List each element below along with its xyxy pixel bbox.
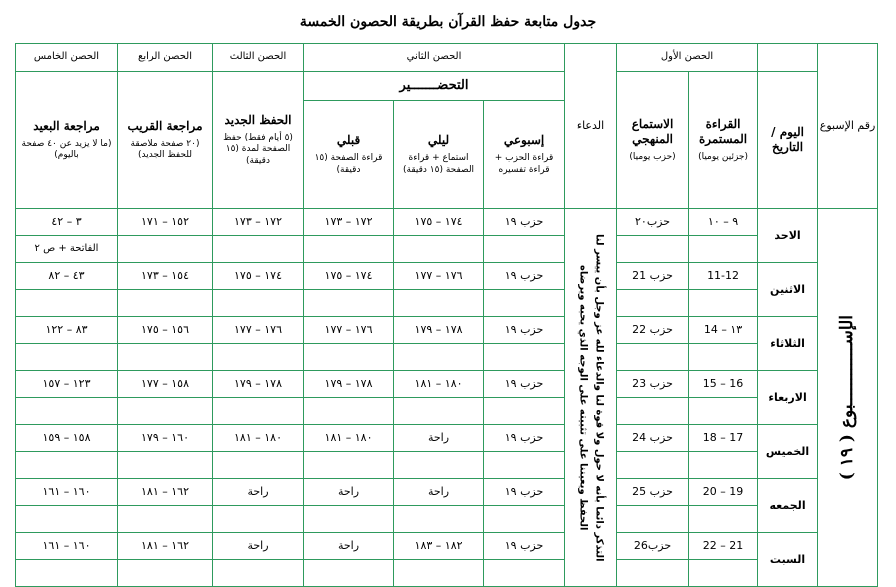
listening-cell: حزب 25: [617, 479, 689, 506]
far-cell: ١٥٨ – ١٥٩: [16, 425, 118, 452]
tribal-header: قبلي قراءة الصفحة (١٥ دقيقة): [304, 101, 394, 209]
tribal-cell: راحة: [304, 533, 394, 560]
blank-cell: [304, 560, 394, 587]
blank-cell: [689, 344, 758, 371]
table-row-extra: [16, 290, 878, 317]
weekly-cell: حزب ١٩: [484, 425, 565, 452]
blank-cell: [617, 506, 689, 533]
blank-cell: [394, 506, 484, 533]
prep-header-row: [16, 72, 878, 101]
blank-cell: [689, 506, 758, 533]
blank-cell: [304, 290, 394, 317]
listening-header: الاستماع المنهجي (حزب يوميا): [617, 72, 689, 209]
near-cell: ١٦٢ – ١٨١: [118, 533, 213, 560]
new-memorization-header: الحفظ الجديد (٥ أيام فقط) حفظ الصفحة لمدة (١٥ دقيقة): [213, 72, 304, 209]
blank-cell: [394, 560, 484, 587]
page-title: جدول متابعة حفظ القرآن بطريقة الحصون الخمسة: [299, 14, 597, 30]
table-row: [16, 533, 878, 560]
blank-cell: [304, 398, 394, 425]
week-label: الإســــــــــــبوع ( ١٩ ): [836, 314, 857, 481]
near-cell: ١٥٦ – ١٧٥: [118, 317, 213, 344]
new-memo-cell: ١٧٤ – ١٧٥: [213, 263, 304, 290]
fort5-header: الحصن الخامس: [16, 44, 118, 72]
table-row: [16, 209, 878, 236]
near-cell: ١٥٢ – ١٧١: [118, 209, 213, 236]
reading-cell: ١٣ – 14: [689, 317, 758, 344]
reading-cell: 19 – 20: [689, 479, 758, 506]
blank-cell: [617, 452, 689, 479]
blank-cell: [484, 506, 565, 533]
blank-cell: [484, 344, 565, 371]
far-review-header: مراجعة البعيد (ما لا يزيد عن ٤٠ صفحة باليوم): [16, 72, 118, 209]
tribal-cell: ١٨٠ – ١٨١: [304, 425, 394, 452]
new-memo-cell: ١٧٢ – ١٧٣: [213, 209, 304, 236]
table-row-extra: [16, 344, 878, 371]
reading-cell: 11-12: [689, 263, 758, 290]
tribal-cell: راحة: [304, 479, 394, 506]
blank-cell: [118, 398, 213, 425]
blank-cell: [484, 290, 565, 317]
blank-cell: [304, 506, 394, 533]
table-row-extra: [16, 506, 878, 533]
weekly-header: إسبوعي قراءة الحزب + قراءة تفسيره: [484, 101, 565, 209]
tribal-cell: ١٧٦ – ١٧٧: [304, 317, 394, 344]
continuous-reading-header: القراءة المستمرة (جزئين يوميا): [689, 72, 758, 209]
blank-cell: [304, 452, 394, 479]
nightly-cell: ١٨٢ – ١٨٣: [394, 533, 484, 560]
blank-cell: [689, 560, 758, 587]
blank-cell: [689, 290, 758, 317]
blank-cell: [394, 452, 484, 479]
tribal-cell: ١٧٤ – ١٧٥: [304, 263, 394, 290]
far-cell: ٨٣ – ١٢٢: [16, 317, 118, 344]
blank-cell: [213, 452, 304, 479]
listening-cell: حزب26: [617, 533, 689, 560]
table-row-extra: [16, 236, 878, 263]
blank-cell: [304, 344, 394, 371]
blank-cell: [213, 506, 304, 533]
reading-cell: ٩ – ١٠: [689, 209, 758, 236]
listening-cell: حزب 23: [617, 371, 689, 398]
blank-cell: [394, 398, 484, 425]
fort2-header: الحصن الثاني: [304, 44, 565, 72]
tribal-cell: ١٧٨ – ١٧٩: [304, 371, 394, 398]
far-cell: ٤٣ – ٨٢: [16, 263, 118, 290]
day-cell: الاربعاء: [758, 371, 818, 425]
blank-cell: [394, 344, 484, 371]
near-review-header: مراجعة القريب (٢٠ صفحة ملاصقة للحفظ الجديد): [118, 72, 213, 209]
far-extra-cell: [16, 452, 118, 479]
blank-cell: [213, 398, 304, 425]
reading-cell: 17 – 18: [689, 425, 758, 452]
table-row: [16, 317, 878, 344]
blank-cell: [484, 452, 565, 479]
blank-cell: [213, 290, 304, 317]
new-memo-cell: ١٧٦ – ١٧٧: [213, 317, 304, 344]
day-cell: الاثنين: [758, 263, 818, 317]
blank-cell: [689, 452, 758, 479]
blank-cell: [118, 344, 213, 371]
blank-cell: [617, 290, 689, 317]
new-memo-cell: ١٨٠ – ١٨١: [213, 425, 304, 452]
blank-cell: [394, 236, 484, 263]
blank-cell: [617, 236, 689, 263]
memorization-table: [15, 43, 878, 587]
far-cell: ١٦٠ – ١٦١: [16, 479, 118, 506]
table-row-extra: [16, 560, 878, 587]
nightly-cell: ١٧٨ – ١٧٩: [394, 317, 484, 344]
day-cell: السبت: [758, 533, 818, 587]
blank-cell: [118, 290, 213, 317]
blank-cell: [213, 236, 304, 263]
far-cell: ١٢٣ – ١٥٧: [16, 371, 118, 398]
blank-cell: [118, 236, 213, 263]
blank-cell: [484, 236, 565, 263]
blank-cell: [118, 560, 213, 587]
listening-cell: حزب٢٠: [617, 209, 689, 236]
blank-cell: [213, 560, 304, 587]
week-number-header: رقم الإسبوع: [818, 44, 878, 209]
blank-cell: [689, 398, 758, 425]
table-row: [16, 425, 878, 452]
day-cell: الثلاثاء: [758, 317, 818, 371]
blank-cell: [617, 398, 689, 425]
listening-cell: حزب 24: [617, 425, 689, 452]
dua-cell: [565, 209, 617, 587]
far-extra-cell: [16, 398, 118, 425]
blank-cell: [213, 344, 304, 371]
weekly-cell: حزب ١٩: [484, 371, 565, 398]
prep-header: التحضـــــــير: [304, 72, 565, 101]
day-date-header: اليوم / التاريخ: [758, 72, 818, 209]
group-header-row: [16, 44, 878, 72]
listening-cell: حزب 21: [617, 263, 689, 290]
near-cell: ١٦٠ – ١٧٩: [118, 425, 213, 452]
new-memo-cell: راحة: [213, 533, 304, 560]
table-row: [16, 371, 878, 398]
near-cell: ١٦٢ – ١٨١: [118, 479, 213, 506]
blank-cell: [689, 236, 758, 263]
nightly-cell: ١٧٤ – ١٧٥: [394, 209, 484, 236]
table-row-extra: [16, 398, 878, 425]
dua-text: التذكر دائما بأنه لا حول ولا قوة لنا والدعاء لله عز وجل بأن ييسر لنا الحفظ ويعيننا على تثبيته على الوجه الذي يحبه ويرضاه: [577, 233, 605, 562]
nightly-cell: راحة: [394, 479, 484, 506]
table-row: [16, 479, 878, 506]
far-cell: ١٦٠ – ١٦١: [16, 533, 118, 560]
far-extra-cell: الفاتحة + ص ٢: [16, 236, 118, 263]
nightly-header: ليلي استماع + قراءة الصفحة (١٥ دقيقة): [394, 101, 484, 209]
table-row: [16, 263, 878, 290]
weekly-cell: حزب ١٩: [484, 209, 565, 236]
far-extra-cell: [16, 560, 118, 587]
nightly-cell: ١٧٦ – ١٧٧: [394, 263, 484, 290]
fort1-header: الحصن الأول: [617, 44, 758, 72]
nightly-cell: راحة: [394, 425, 484, 452]
far-extra-cell: [16, 290, 118, 317]
far-cell: ٣ – ٤٢: [16, 209, 118, 236]
blank-cell: [484, 398, 565, 425]
table-row-extra: [16, 452, 878, 479]
weekly-cell: حزب ١٩: [484, 479, 565, 506]
dua-header: الدعاء: [565, 44, 617, 209]
table-body: [16, 44, 878, 587]
day-cell: الخميس: [758, 425, 818, 479]
blank-cell: [484, 560, 565, 587]
nightly-cell: ١٨٠ – ١٨١: [394, 371, 484, 398]
week-label-cell: [818, 209, 878, 587]
reading-cell: 21 – 22: [689, 533, 758, 560]
day-cell: الاحد: [758, 209, 818, 263]
listening-cell: حزب 22: [617, 317, 689, 344]
weekly-cell: حزب ١٩: [484, 263, 565, 290]
fort3-header: الحصن الثالث: [213, 44, 304, 72]
far-extra-cell: [16, 344, 118, 371]
reading-cell: 16 – 15: [689, 371, 758, 398]
tribal-cell: ١٧٢ – ١٧٣: [304, 209, 394, 236]
blank-cell: [394, 290, 484, 317]
new-memo-cell: راحة: [213, 479, 304, 506]
day-group-header: [758, 44, 818, 72]
near-cell: ١٥٨ – ١٧٧: [118, 371, 213, 398]
blank-cell: [118, 506, 213, 533]
new-memo-cell: ١٧٨ – ١٧٩: [213, 371, 304, 398]
weekly-cell: حزب ١٩: [484, 533, 565, 560]
day-cell: الجمعه: [758, 479, 818, 533]
blank-cell: [617, 344, 689, 371]
near-cell: ١٥٤ – ١٧٣: [118, 263, 213, 290]
far-extra-cell: [16, 506, 118, 533]
weekly-cell: حزب ١٩: [484, 317, 565, 344]
blank-cell: [304, 236, 394, 263]
blank-cell: [617, 560, 689, 587]
fort4-header: الحصن الرابع: [118, 44, 213, 72]
blank-cell: [118, 452, 213, 479]
